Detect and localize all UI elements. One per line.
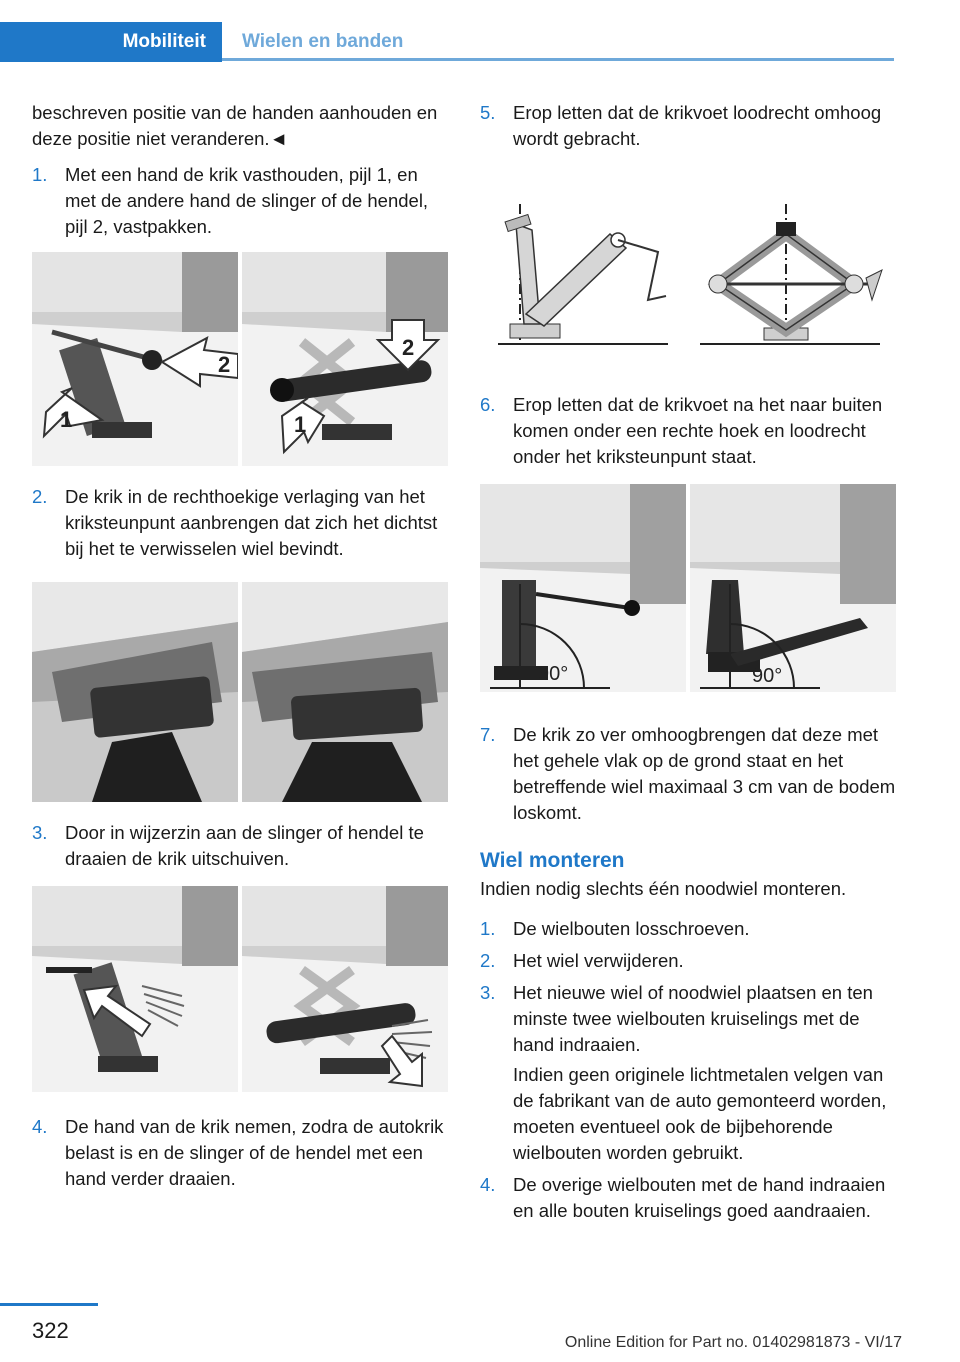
figure-jack-diagram — [480, 204, 898, 354]
step-text: Door in wijzerzin aan de slinger of hendel te draaien de krik uitschuiven. — [65, 822, 424, 869]
step-2 — [32, 484, 450, 562]
right-angle-photo-right — [690, 484, 896, 692]
step-number: 4. — [480, 1174, 496, 1195]
step-number: 4. — [32, 1116, 48, 1137]
step-text: De krik in de rechthoekige verlaging van het kriksteunpunt aanbrengen dat zich het dichtst bij het te verwisselen wiel bevindt. — [65, 486, 438, 559]
step-number: 5. — [480, 102, 496, 123]
chapter-tab: Mobiliteit — [0, 22, 222, 62]
jack-point-photo-right — [242, 582, 448, 802]
step-number: 2. — [32, 486, 48, 507]
step-5 — [480, 100, 898, 152]
jack-hand-photo-right — [242, 252, 448, 466]
step-text: Erop letten dat de krikvoet na het naar buiten komen onder een rechte hoek en loodrecht onder het kriksteunpunt staat. — [513, 394, 883, 467]
step-text: Met een hand de krik vasthouden, pijl 1, en met de andere hand de slinger of de hendel, pijl 2, vastpakken. — [65, 164, 429, 237]
header-rule — [222, 58, 894, 61]
step-text: De wielbouten losschroeven. — [513, 918, 750, 939]
left-column — [32, 100, 450, 1192]
step-number: 3. — [480, 982, 496, 1003]
step-3 — [32, 820, 450, 872]
intro-text: beschreven positie van de handen aanhouden en deze positie niet veranderen.◄ — [32, 102, 438, 149]
footer-rule — [0, 1303, 98, 1306]
step-text: De krik zo ver omhoogbrengen dat deze met het gehele vlak op de grond staat en het betreffende wiel maximaal 3 cm van de bodem loskomt. — [513, 724, 896, 823]
step-6 — [480, 392, 898, 470]
step-number: 1. — [32, 164, 48, 185]
angle-label: 90° — [752, 665, 783, 687]
section-intro: Indien nodig slechts één noodwiel monteren. — [480, 878, 847, 899]
section-tab: Wielen en banden — [242, 31, 404, 52]
extend-jack-photo-right — [242, 886, 448, 1092]
arrow-label: 1 — [294, 412, 307, 437]
page-number: 322 — [32, 1318, 69, 1343]
step-text: De overige wielbouten met de hand indraaien en alle bouten kruiselings goed aandraaien. — [513, 1174, 886, 1221]
figure-hold-jack — [32, 252, 450, 466]
step-number: 1. — [480, 918, 496, 939]
step-text: De hand van de krik nemen, zodra de autokrik belast is en de slinger of de hendel met een hand verder draaien. — [65, 1116, 444, 1189]
mount-step-3-note: Indien geen originele lichtmetalen velgen van de fabrikant van de auto gemonteerd worden, moeten eventueel ook de bijbehorende wielbouten worden gebruikt. — [513, 1064, 887, 1163]
step-number: 3. — [32, 822, 48, 843]
mount-step-2 — [480, 948, 898, 974]
right-column — [480, 100, 898, 1224]
arrow-label: 1 — [60, 407, 73, 432]
step-7 — [480, 722, 898, 826]
section-title: Wiel monteren — [480, 849, 625, 872]
page-header — [0, 0, 960, 62]
step-text: Het nieuwe wiel of noodwiel plaatsen en ten minste twee wielbouten kruiselings met de hand indraaien. — [513, 982, 873, 1055]
edition-note: Online Edition for Part no. 01402981873 - VI/17 — [564, 1334, 902, 1351]
figure-right-angle — [480, 484, 898, 692]
step-text: Het wiel verwijderen. — [513, 950, 684, 971]
mount-step-3 — [480, 980, 898, 1058]
figure-jack-point — [32, 582, 450, 802]
arrow-label: 2 — [218, 352, 231, 377]
step-1 — [32, 162, 450, 240]
jack-line-diagram — [480, 204, 898, 354]
step-text: Erop letten dat de krikvoet loodrecht omhoog wordt gebracht. — [513, 102, 882, 149]
step-number: 2. — [480, 950, 496, 971]
mount-step-4 — [480, 1172, 898, 1224]
mount-step-1 — [480, 916, 898, 942]
jack-point-photo-left — [32, 582, 238, 802]
arrow-label: 2 — [402, 335, 415, 360]
right-angle-photo-left — [480, 484, 686, 692]
angle-label: 90° — [538, 663, 569, 685]
step-number: 7. — [480, 724, 496, 745]
jack-hand-photo-left — [32, 252, 238, 466]
step-4 — [32, 1114, 450, 1192]
step-number: 6. — [480, 394, 496, 415]
figure-extend-jack — [32, 886, 450, 1092]
extend-jack-photo-left — [32, 886, 238, 1092]
